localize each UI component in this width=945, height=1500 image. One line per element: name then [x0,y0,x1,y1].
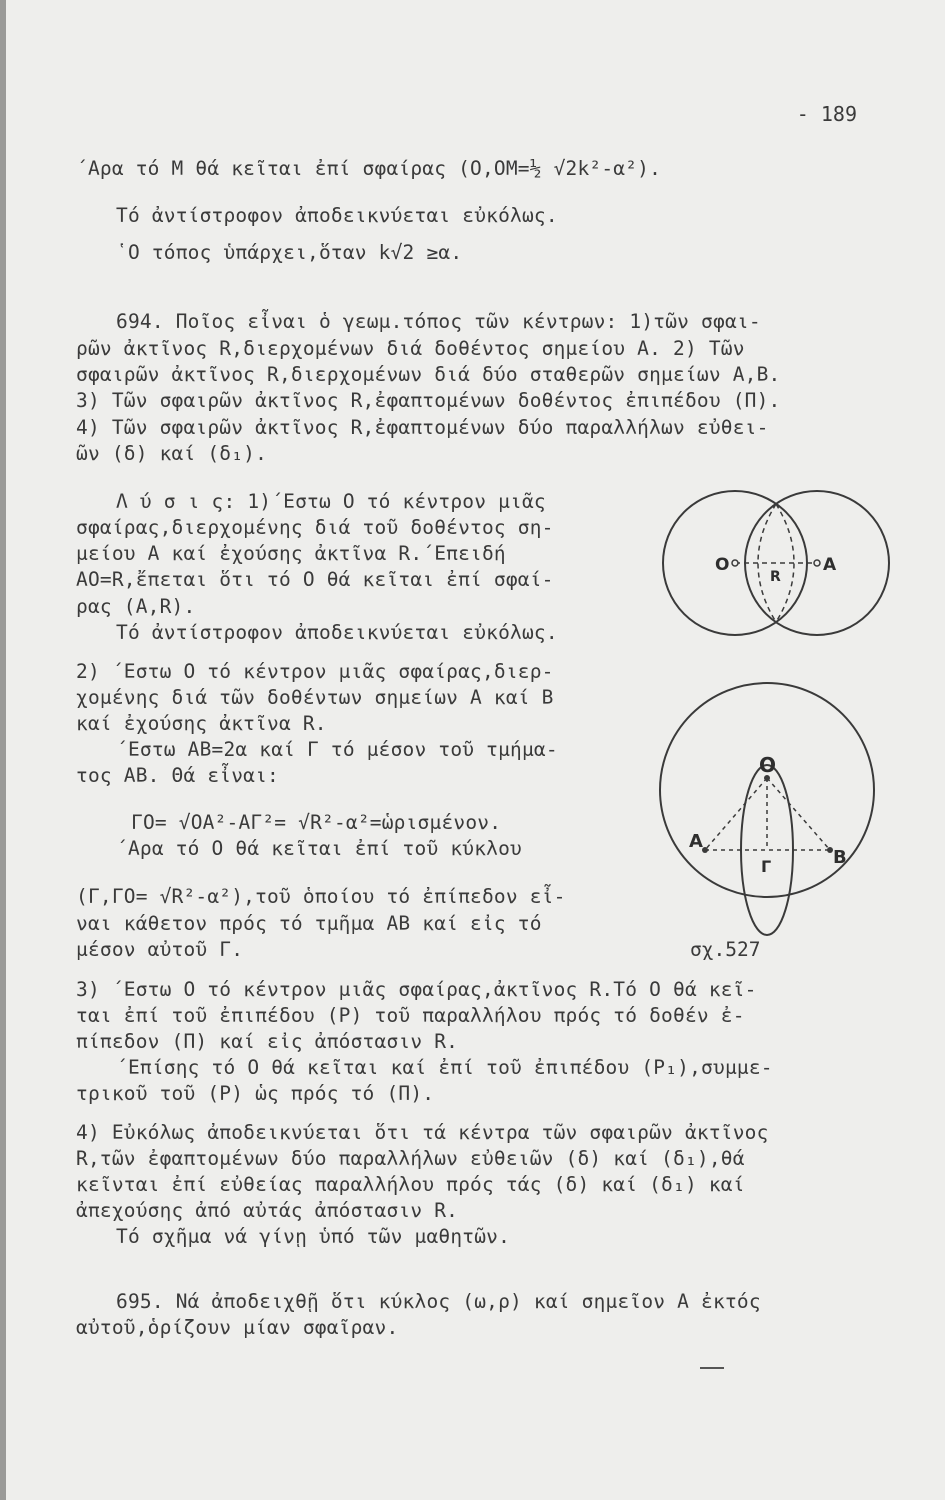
solution-line: 4) Εὐκόλως ἀποδεικνύεται ὅτι τά κέντρα τῶν σφαιρῶν ἀκτῖνος [76,1121,769,1144]
problem-694-line: 3) Τῶν σφαιρῶν ἀκτῖνος R,ἐφαπτομένων δοθέντος ἐπιπέδου (Π). [76,389,781,412]
solution-line: χομένης διά τῶν δοθέντων σημείων Α καί Β [76,686,554,709]
solution-line: ΄Επίσης τό Ο θά κεῖται καί ἐπί τοῦ ἐπιπέδου (Ρ₁),συμμε- [116,1056,773,1079]
solution-line: ΄Εστω ΑΒ=2α καί Γ τό μέσον τοῦ τμήμα- [116,738,558,761]
figure-two-circles [655,475,890,640]
figure-caption: σχ.527 [690,938,761,961]
solution-heading: Λ ύ σ ι ς: 1)΄Εστω Ο τό κέντρον μιᾶς [116,490,546,513]
label-o: O [715,555,730,575]
problem-695-line: αὐτοῦ,ὁρίζουν μίαν σφαῖραν. [76,1316,399,1339]
point-a [814,560,820,566]
solution-line: Τό ἀντίστροφον ἀποδεικνύεται εὐκόλως. [116,621,558,644]
point-o [732,560,738,566]
solution-line: κεῖνται ἐπί εὐθείας παραλλήλου πρός τάς (δ) καί (δ₁) καί [76,1173,745,1196]
segment-ob [767,778,830,850]
label-b: B [833,847,847,868]
problem-694-line: ρῶν ἀκτῖνος R,διερχομένων διά δοθέντος σημείου Α. 2) Τῶν [76,337,745,360]
solution-line: ται ἐπί τοῦ ἐπιπέδου (Ρ) τοῦ παραλλήλου πρός τό δοθέν ἐ- [76,1004,745,1027]
solution-line: 3) ΄Εστω Ο τό κέντρον μιᾶς σφαίρας,ἀκτῖνος R.Τό Ο θά κεῖ- [76,978,757,1001]
page-edge [0,0,6,1500]
formula-line: ΓΟ= √ΟΑ²-ΑΓ²= √R²-α²=ὡρισμένον. [131,811,502,834]
problem-694-line: 694. Ποῖος εἶναι ὁ γεωμ.τόπος τῶν κέντρων: 1)τῶν σφαι- [116,310,761,333]
solution-line: ρας (Α,R). [76,595,196,618]
solution-line: μέσον αὐτοῦ Γ. [76,938,244,961]
solution-line: τος ΑΒ. Θά εἶναι: [76,764,279,787]
solution-line: σφαίρας,διερχομένης διά τοῦ δοθέντος ση- [76,516,554,539]
dash-mark [700,1367,724,1369]
solution-line: 2) ΄Εστω Ο τό κέντρον μιᾶς σφαίρας,διερ- [76,660,554,683]
text-line: ῾Ο τόπος ὑπάρχει,ὅταν k√2 ≥α. [116,241,463,264]
text-line: ΄Αρα τό Μ θά κεῖται ἐπί σφαίρας (Ο,ΟΜ=½ √2k²-α²). [76,157,662,180]
text-line: Τό ἀντίστροφον ἀποδεικνύεται εὐκόλως. [116,204,558,227]
solution-line: ναι κάθετον πρός τό τμῆμα ΑΒ καί εἰς τό [76,912,542,935]
solution-line: ἀπεχούσης ἀπό αὐτάς ἀπόστασιν R. [76,1199,459,1222]
label-a: A [823,555,837,575]
problem-694-line: 4) Τῶν σφαιρῶν ἀκτῖνος R,ἐφαπτομένων δύο παραλλήλων εὐθει- [76,416,769,439]
label-r: R [770,569,781,585]
figure-sphere-locus [655,670,890,940]
solution-line: τρικοῦ τοῦ (Ρ) ὡς πρός τό (Π). [76,1082,435,1105]
label-a: A [689,831,703,852]
solution-line: Τό σχῆμα νά γίνῃ ὑπό τῶν μαθητῶν. [116,1225,511,1248]
solution-line: πίπεδον (Π) καί εἰς ἀπόστασιν R. [76,1030,459,1053]
page-number: - 189 [796,102,857,126]
label-o: O [759,753,777,777]
solution-line: R,τῶν ἐφαπτομένων δύο παραλλήλων εὐθειῶν (δ) καί (δ₁),θά [76,1147,745,1170]
solution-line: ΄Αρα τό Ο θά κεῖται ἐπί τοῦ κύκλου [116,837,522,860]
problem-694-line: ῶν (δ) καί (δ₁). [76,442,268,465]
solution-line: μείου Α καί ἐχούσης ἀκτῖνα R.΄Επειδή [76,542,506,565]
solution-line: (Γ,ΓΟ= √R²-α²),τοῦ ὁποίου τό ἐπίπεδον εἶ- [76,885,566,908]
problem-695-line: 695. Νά ἀποδειχθῇ ὅτι κύκλος (ω,ρ) καί σημεῖον Α ἐκτός [116,1290,761,1313]
segment-oa [705,778,767,850]
solution-line: ΑΟ=R,ἔπεται ὅτι τό Ο θά κεῖται ἐπί σφαί- [76,568,554,591]
label-g: Γ [761,857,772,876]
solution-line: καί ἐχούσης ἀκτῖνα R. [76,712,327,735]
problem-694-line: σφαιρῶν ἀκτῖνος R,διερχομένων διά δύο σταθερῶν σημείων Α,Β. [76,363,781,386]
